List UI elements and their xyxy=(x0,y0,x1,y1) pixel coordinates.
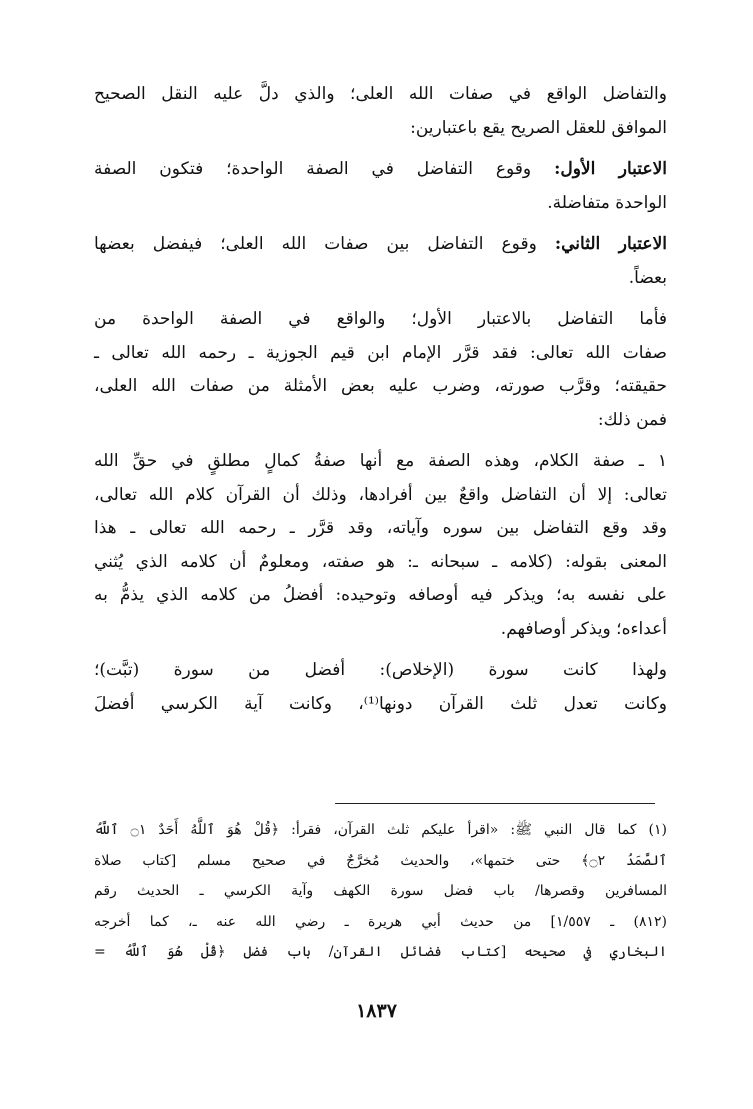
text-line: ١ ـ صفة الكلام، وهذه الصفة مع أنها صفةُ كمالٍ مطلقٍ في حقِّ الله xyxy=(94,451,667,471)
paragraph-first-consideration xyxy=(94,153,667,220)
text-line: بعضاً. xyxy=(628,267,667,288)
footnote-line: (٨١٢) ـ ١/٥٥٧] من حديث أبي هريرة ـ رضي الله عنه ـ، كما أخرجه xyxy=(94,913,667,930)
paragraph-second-consideration xyxy=(94,228,667,295)
text-line: الموافق للعقل الصريح يقع باعتبارين: xyxy=(410,117,667,138)
text-line: حقيقته؛ وقرَّب صورته، وضرب عليه بعض الأمثلة من صفات الله العلى، xyxy=(94,376,667,396)
text-fragment: وقوع التفاضل في الصفة الواحدة؛ فتكون الصفة xyxy=(94,159,532,179)
term-second-consideration: الاعتبار الثاني: xyxy=(554,234,667,254)
text-line: أعداءه؛ ويذكر أوصافهم. xyxy=(500,618,667,639)
text-fragment: وقوع التفاضل بين صفات الله العلى؛ فيفضل بعضها xyxy=(94,234,537,254)
text-line: على نفسه به؛ ويذكر فيه أوصافه وتوحيده: أفضلُ من كلامه الذي يذمُّ به xyxy=(94,585,667,605)
footnotes xyxy=(94,815,667,968)
paragraph-surah-comparison xyxy=(94,654,667,721)
footnote-line: المسافرين وقصرها/ باب فضل سورة الكهف وآية الكرسي ـ الحديث رقم xyxy=(94,883,667,899)
term-first-consideration: الاعتبار الأول: xyxy=(554,159,668,179)
text-line xyxy=(94,228,667,262)
text-line: والتفاضل الواقع في صفات الله العلى؛ والذي دلَّ عليه النقل الصحيح xyxy=(94,84,667,104)
text-line: الواحدة متفاضلة. xyxy=(547,192,667,213)
text-line: وكانت تعدل ثلث القرآن دونها⁽¹⁾، وكانت آية الكرسي أفضلَ xyxy=(94,693,667,714)
footnote-divider xyxy=(335,803,655,804)
text-line xyxy=(94,153,667,187)
text-line: وقد وقع التفاضل بين سوره وآياته، وقد قرَّر ـ رحمه الله تعالى ـ هذا xyxy=(94,518,667,538)
text-line: تعالى: إلا أن التفاضل واقعٌ بين أفرادها، وذلك أن القرآن كلام الله تعالى، xyxy=(94,484,667,505)
paragraph-speech-attribute xyxy=(94,445,667,646)
footnote-line: البخاري في صحيحه [كتاب فضائل القرآن/ باب فضل ﴿قُلْ هُوَ ٱللَّهُ = xyxy=(94,944,667,960)
text-line: صفات الله تعالى: فقد قرَّر الإمام ابن قيم الجوزية ـ رحمه الله تعالى ـ xyxy=(94,342,667,363)
text-line: فأما التفاضل بالاعتبار الأول؛ والواقع في الصفة الواحدة من xyxy=(94,309,667,329)
paragraph-intro xyxy=(94,78,667,145)
footnote-line: (١) كما قال النبي ﷺ: «اقرأ عليكم ثلث القرآن، فقرأ: ﴿قُلْ هُوَ ٱللَّهُ أَحَدٌ ۝١ ٱللَّهُ xyxy=(94,822,667,838)
paragraph-first-type xyxy=(94,303,667,437)
text-line: ولهذا كانت سورة (الإخلاص): أفضل من سورة (تبَّت)؛ xyxy=(94,660,667,680)
text-line: المعنى بقوله: (كلامه ـ سبحانه ـ: هو صفته، ومعلومٌ أن كلامه الذي يُثني xyxy=(94,551,667,572)
text-line: فمن ذلك: xyxy=(597,409,667,430)
footnote-line: ٱلصَّمَدُ ۝٢﴾ حتى ختمها»، والحديث مُخرَّجٌ في صحيح مسلم [كتاب صلاة xyxy=(94,852,668,869)
page-number: ١٨٣٧ xyxy=(356,1000,397,1022)
